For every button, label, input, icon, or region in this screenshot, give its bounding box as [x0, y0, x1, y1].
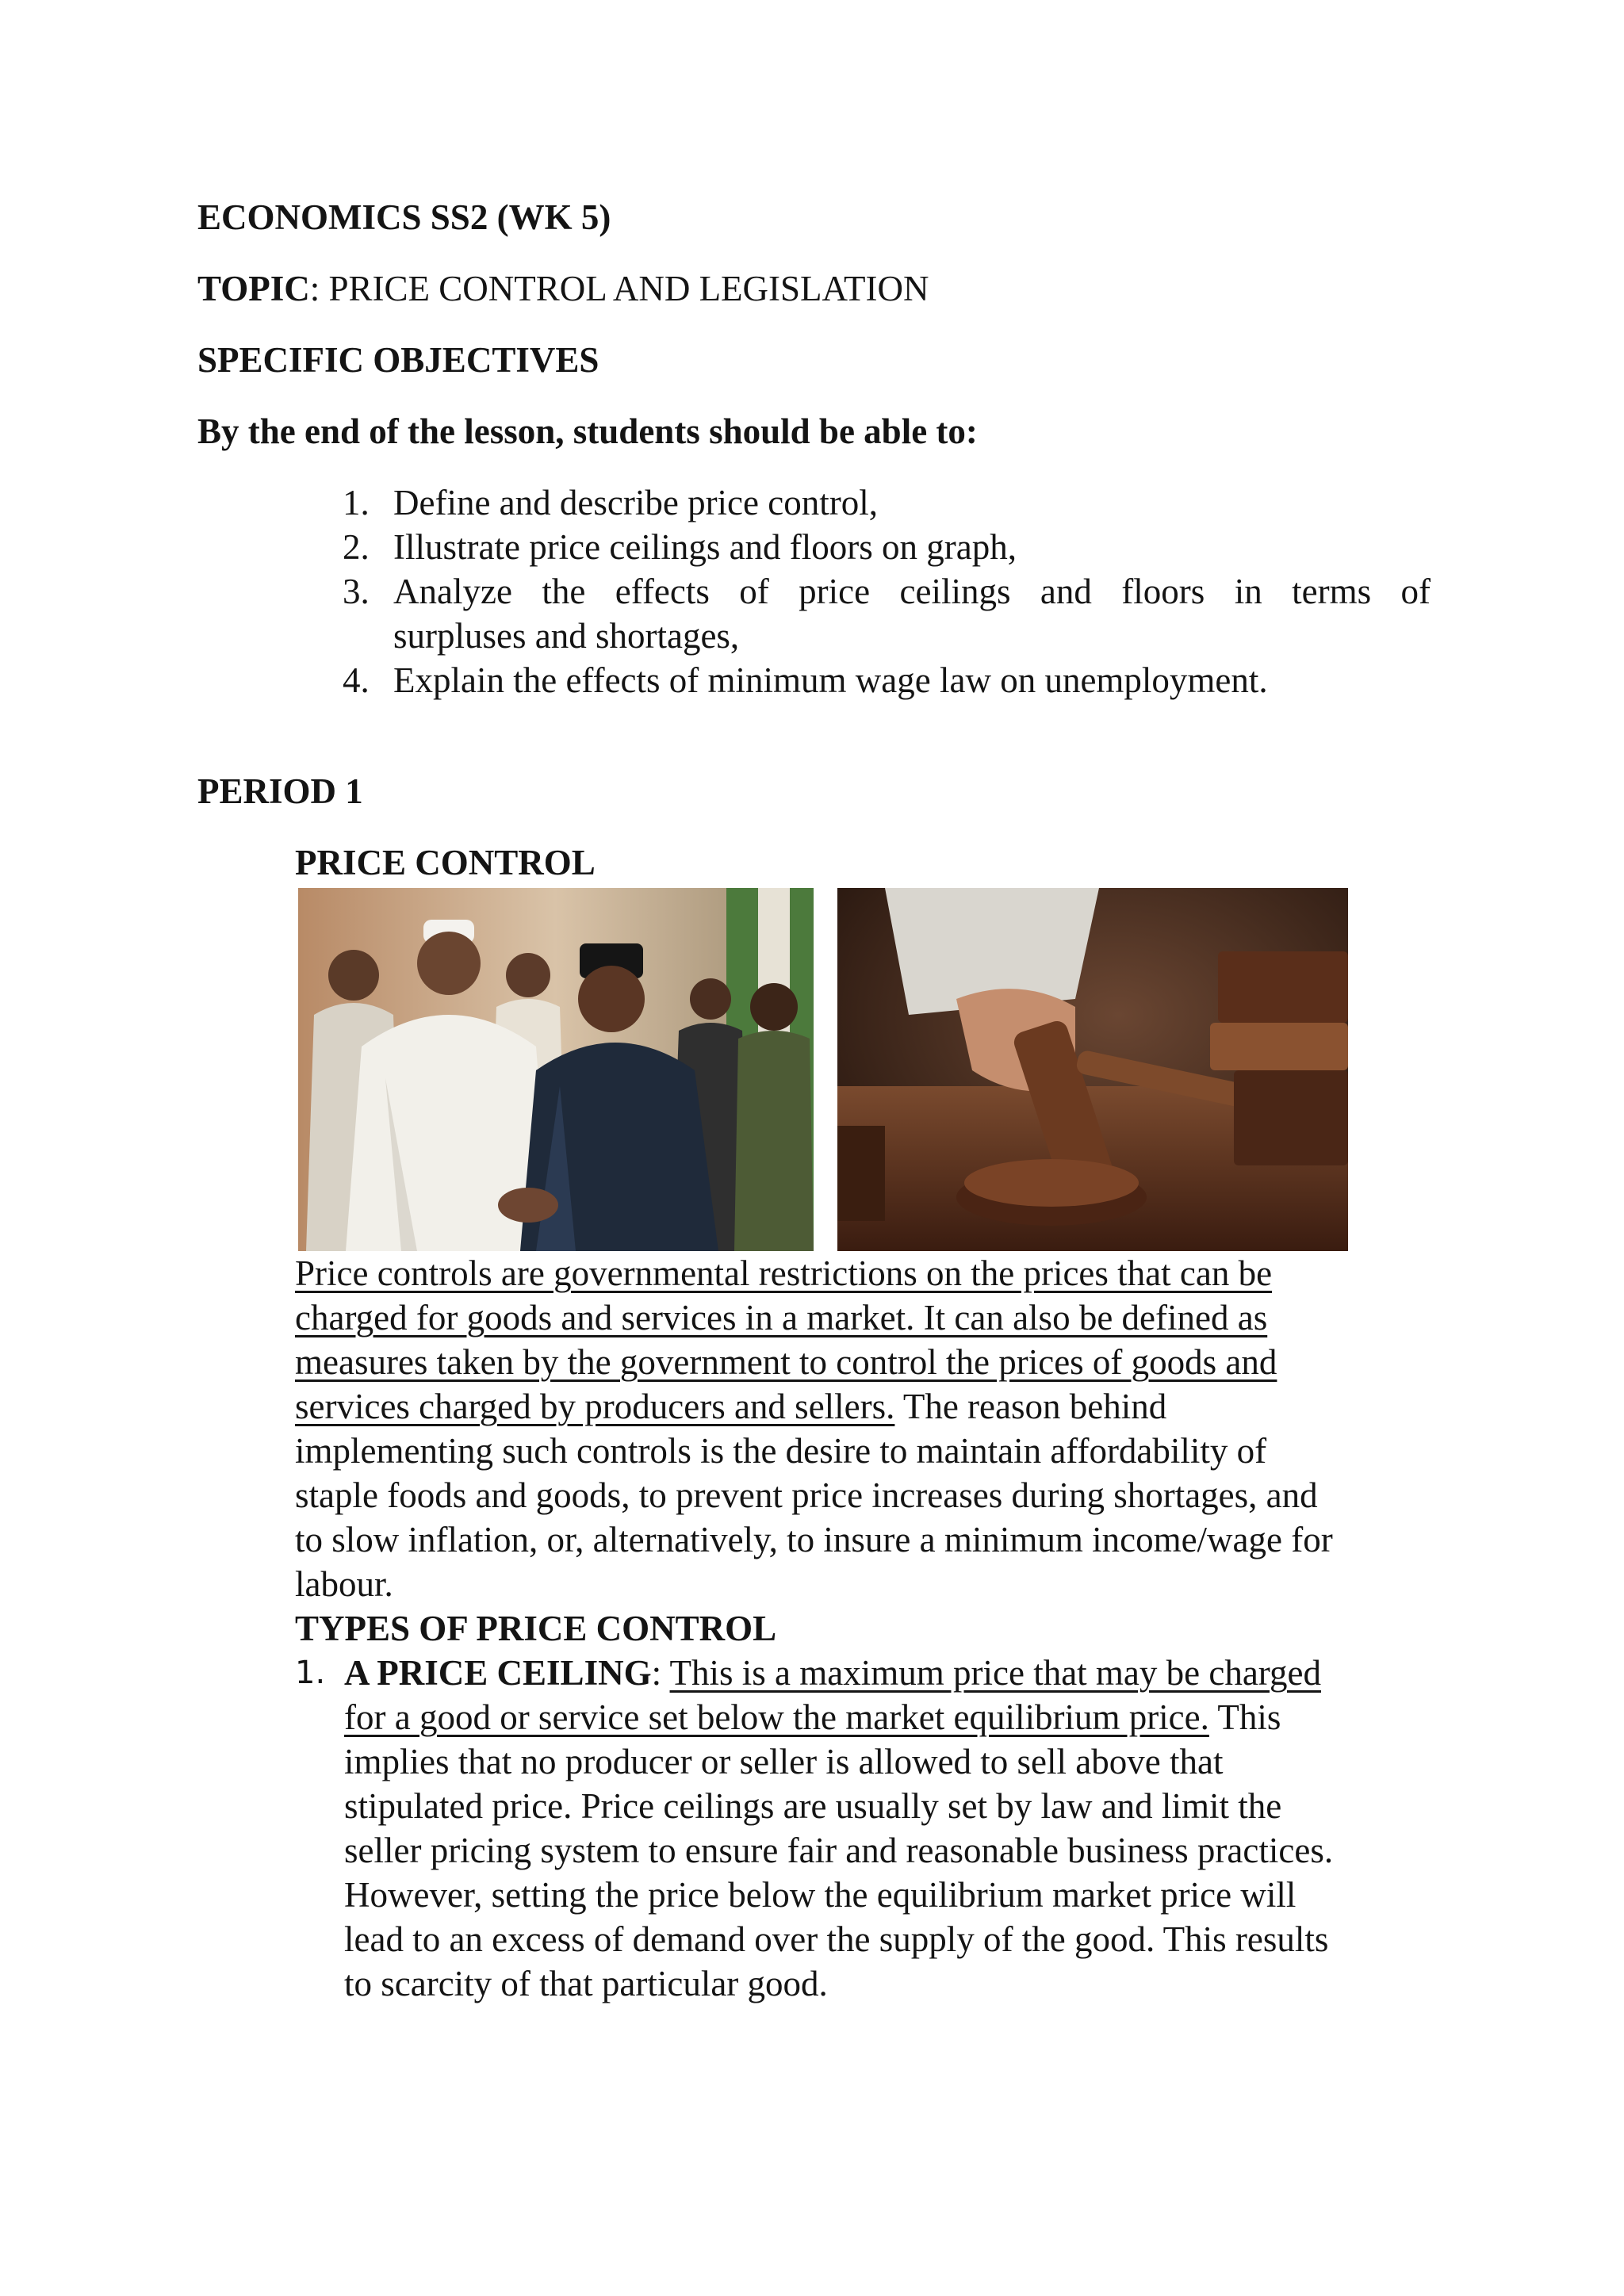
definition-tail: The reason behind — [894, 1387, 1167, 1426]
type1-definition-underlined: for a good or service set below the market equilibrium price. — [344, 1697, 1209, 1737]
definition-line: measures taken by the government to control the prices of goods and — [295, 1342, 1277, 1382]
type1-line — [344, 1651, 1321, 1695]
objective-number: 4. — [343, 660, 370, 700]
objective-number: 1. — [343, 483, 370, 522]
objective-number: 3. — [343, 572, 370, 611]
types-heading: TYPES OF PRICE CONTROL — [295, 1609, 777, 1648]
objective-text: Illustrate price ceilings and floors on graph, — [393, 527, 1017, 567]
type1-body-line: to scarcity of that particular good. — [344, 1964, 828, 2003]
objective-text: Explain the effects of minimum wage law on unemployment. — [393, 660, 1268, 700]
type-number: 1. — [295, 1655, 326, 1691]
handshake-photo — [298, 888, 814, 1251]
type1-line2-tail: This — [1208, 1697, 1281, 1737]
gavel-photo — [837, 888, 1348, 1251]
body-line: labour. — [295, 1564, 393, 1604]
type1-body-line: stipulated price. Price ceilings are usually set by law and limit the — [344, 1786, 1282, 1826]
type1-body-line: seller pricing system to ensure fair and reasonable business practices. — [344, 1831, 1334, 1870]
course-title: ECONOMICS SS2 (WK 5) — [197, 197, 611, 237]
type1-definition-underlined: This is a maximum price that may be charged — [669, 1653, 1321, 1693]
body-line: staple foods and goods, to prevent price increases during shortages, and — [295, 1475, 1318, 1515]
objective-text-continued: surpluses and shortages, — [393, 616, 740, 656]
section-heading: PRICE CONTROL — [295, 843, 596, 882]
topic-line — [197, 266, 929, 311]
topic-text: : PRICE CONTROL AND LEGISLATION — [309, 269, 929, 308]
type1-colon: : — [651, 1653, 670, 1693]
period-heading: PERIOD 1 — [197, 771, 363, 811]
objectives-heading: SPECIFIC OBJECTIVES — [197, 340, 599, 380]
type1-body-line: However, setting the price below the equilibrium market price will — [344, 1875, 1297, 1915]
definition-underlined: services charged by producers and sellers. — [295, 1387, 895, 1426]
body-line: implementing such controls is the desire to maintain affordability of — [295, 1431, 1267, 1471]
topic-label: TOPIC — [197, 269, 310, 308]
objective-number: 2. — [343, 527, 370, 567]
type1-label: A PRICE CEILING — [344, 1653, 652, 1693]
objective-text: Define and describe price control, — [393, 483, 878, 522]
type1-body-line: lead to an excess of demand over the supply of the good. This results — [344, 1919, 1329, 1959]
objective-text: Analyze the effects of price ceilings and floors in terms of — [393, 572, 1431, 611]
definition-line: charged for goods and services in a market. It can also be defined as — [295, 1298, 1268, 1337]
type1-line — [344, 1695, 1281, 1739]
definition-line-last — [295, 1384, 1166, 1429]
body-line: to slow inflation, or, alternatively, to insure a minimum income/wage for — [295, 1520, 1333, 1559]
objectives-intro: By the end of the lesson, students should be able to: — [197, 411, 978, 451]
type1-body-line: implies that no producer or seller is allowed to sell above that — [344, 1742, 1224, 1781]
definition-line: Price controls are governmental restrictions on the prices that can be — [295, 1253, 1273, 1293]
